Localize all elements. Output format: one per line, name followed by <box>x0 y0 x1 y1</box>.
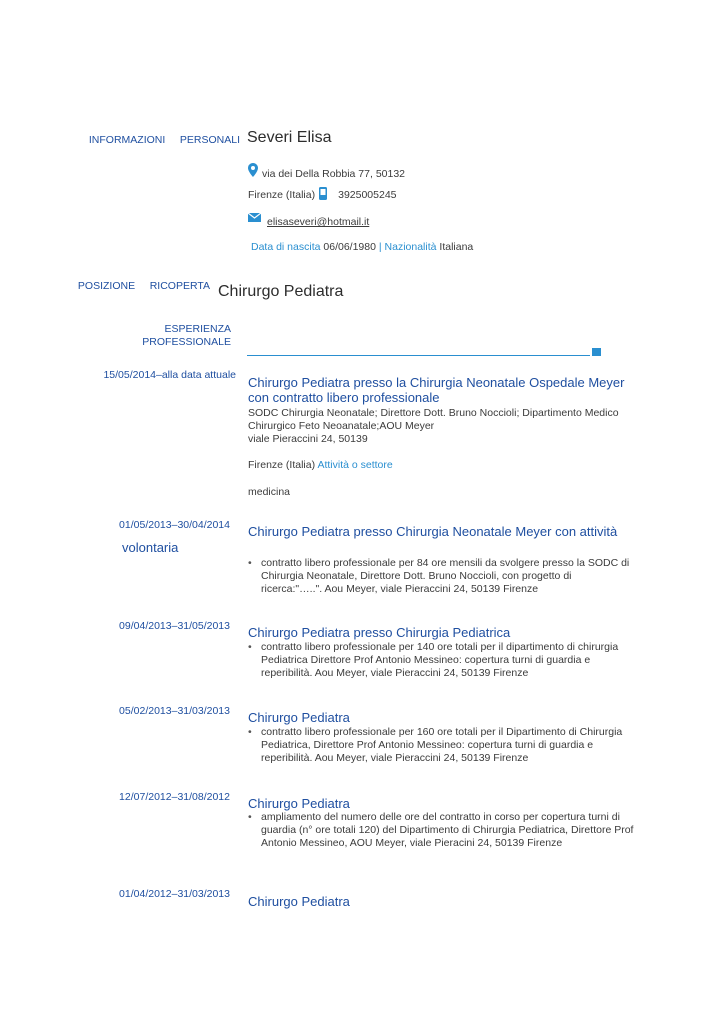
mail-icon <box>248 213 261 225</box>
list-item: • ampliamento del numero delle ore del contratto in corso per copertura turni di guardia (n° ore totali 120) del Dipartimento di Chirurgia Pediatrica, Direttore Prof Antonio Messineo, AOU Meyer, viale Pieracini 24, 50139 Firenze <box>248 811 652 850</box>
birth-value: 06/06/1980 <box>323 241 376 253</box>
position-label-b: RICOPERTA <box>149 280 210 292</box>
entry-bullets <box>248 641 640 680</box>
entry-title-line1: Chirurgo Pediatra presso Chirurgia Neonatale Meyer con attività <box>248 524 618 539</box>
entry-date: 09/04/2013–31/05/2013 <box>119 620 230 632</box>
entry-body-line: Chirurgico Feto Neoanatale;AOU Meyer <box>248 420 435 432</box>
entry-body-line: SODC Chirurgia Neonatale; Direttore Dott. Bruno Noccioli; Dipartimento Medico <box>248 407 619 419</box>
position-label <box>60 280 210 292</box>
entry-bullets <box>248 726 640 765</box>
address-line1: via dei Della Robbia 77, 50132 <box>262 168 406 180</box>
entry-title-line2: con contratto libero professionale <box>248 390 440 405</box>
entry-bullets <box>248 811 652 850</box>
entry-title: Chirurgo Pediatra presso Chirurgia Pediatrica <box>248 625 511 640</box>
phone-number[interactable]: 3925005245 <box>338 189 397 201</box>
address-line2: Firenze (Italia) <box>248 189 316 201</box>
person-name: Severi Elisa <box>247 129 332 146</box>
entry-date: 01/04/2012–31/03/2013 <box>119 888 230 900</box>
entry-title-line2: volontaria <box>122 540 179 555</box>
entry-body <box>248 407 668 446</box>
entry-title: Chirurgo Pediatra <box>248 796 350 811</box>
separator: | <box>378 241 382 253</box>
location-pin-icon <box>248 163 258 180</box>
entry-date: 05/02/2013–31/03/2013 <box>119 705 230 717</box>
entry-title-line1: Chirurgo Pediatra presso la Chirurgia Neonatale Ospedale Meyer <box>248 375 625 390</box>
position-label-a: POSIZIONE <box>77 280 136 292</box>
email-row <box>248 210 369 228</box>
birth-nationality-row <box>251 241 473 253</box>
entry-date: 15/05/2014–alla data attuale <box>103 369 236 381</box>
nationality-value: Italiana <box>439 241 474 253</box>
entry-title <box>248 375 668 405</box>
address-row <box>248 163 405 180</box>
personal-label-a: INFORMAZIONI <box>88 134 166 146</box>
phone-icon <box>319 187 327 203</box>
personal-info-label <box>80 134 240 146</box>
nationality-label: Nazionalità <box>384 241 437 253</box>
entry-bullets <box>248 557 632 596</box>
entry-date: 12/07/2012–31/08/2012 <box>119 791 230 803</box>
experience-label <box>100 323 231 349</box>
list-item: • contratto libero professionale per 84 ore mensili da svolgere presso la SODC di Chirurgia Neonatale, Direttore Dott. Bruno Noccioli, con progetto di ricerca:"…..". Aou Meyer, viale Pieraccini 24, 50139 Firenze <box>248 557 632 596</box>
entry-location-row <box>248 459 393 471</box>
list-item: • contratto libero professionale per 140 ore totali per il dipartimento di chirurgia Pediatrica Direttore Prof Antonio Messineo: copertura turni di guardia e reperibilità. Aou Meyer, viale Pieraccini 24, 50139 Firenze <box>248 641 640 680</box>
entry-date: 01/05/2013–30/04/2014 <box>119 519 230 531</box>
experience-label-line1: ESPERIENZA <box>164 323 231 335</box>
birth-label: Data di nascita <box>251 241 321 253</box>
sector-value: medicina <box>248 486 291 498</box>
list-item: • contratto libero professionale per 160 ore totali per il Dipartimento di Chirurgia Pediatrica, Direttore Prof Antonio Messineo: copertura turni di guardia e reperibilità. Aou Meyer, viale Pieraccini 24, 50139 Firenze <box>248 726 640 765</box>
separator-square <box>592 348 601 356</box>
experience-separator <box>247 355 590 356</box>
personal-label-b: PERSONALI <box>179 134 240 146</box>
experience-label-line2: PROFESSIONALE <box>142 336 231 348</box>
entry-title: Chirurgo Pediatra <box>248 894 350 909</box>
entry-location: Firenze (Italia) <box>248 459 316 471</box>
entry-body-line: viale Pieraccini 24, 50139 <box>248 433 368 445</box>
email-link[interactable]: elisaseveri@hotmail.it <box>267 216 370 228</box>
entry-title: Chirurgo Pediatra <box>248 710 350 725</box>
sector-label: Attività o settore <box>317 459 393 471</box>
city-phone-row <box>248 187 397 203</box>
position-value: Chirurgo Pediatra <box>218 283 344 300</box>
